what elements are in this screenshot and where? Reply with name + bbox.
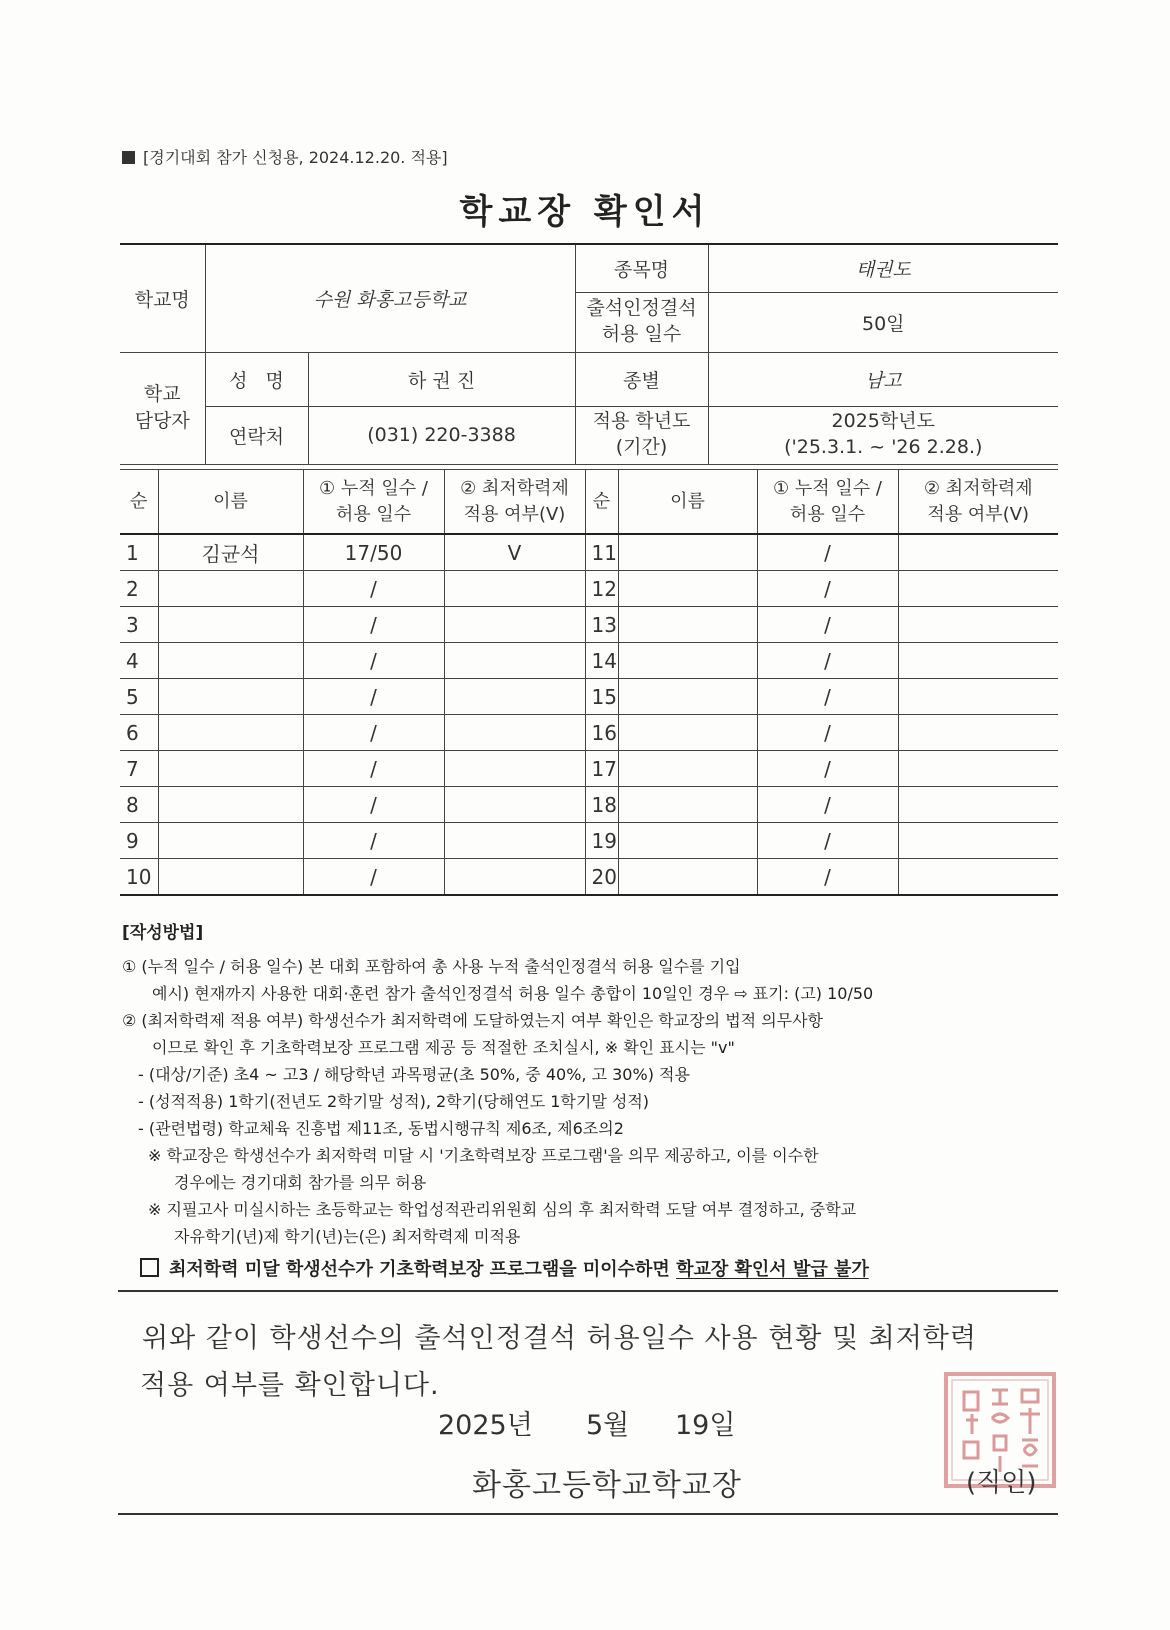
row-days-right: / — [757, 715, 898, 751]
row-apply-left — [444, 571, 585, 607]
row-no-left: 10 — [120, 859, 158, 896]
method-line: - (관련법령) 학교체육 진흥법 제11조, 동법시행규칙 제6조, 제6조의2 — [138, 1119, 624, 1138]
row-apply-right — [898, 607, 1058, 643]
row-days-left: / — [303, 751, 444, 787]
row-apply-left — [444, 751, 585, 787]
signer-name: 화홍고등학교학교장 — [472, 1468, 742, 1503]
row-name-left — [158, 643, 303, 679]
table-row — [120, 679, 1058, 715]
contact-value: (031) 220-3388 — [308, 406, 575, 464]
table-row — [120, 534, 1058, 571]
row-name-right — [618, 715, 757, 751]
col-apply-right: ② 최저학력제 적용 여부(V) — [898, 470, 1058, 535]
col-name-left: 이름 — [158, 470, 303, 535]
row-apply-left — [444, 607, 585, 643]
row-days-right: / — [757, 787, 898, 823]
roster-header — [120, 470, 1058, 535]
method-heading: [작성방법] — [122, 923, 204, 943]
row-apply-right — [898, 679, 1058, 715]
row-apply-right — [898, 534, 1058, 571]
row-no-left: 1 — [120, 534, 158, 571]
warning-note: 최저학력 미달 학생선수가 기초학력보장 프로그램을 미이수하면 학교장 확인서 발급 불가 — [140, 1255, 869, 1281]
row-days-left: 17/50 — [303, 534, 444, 571]
row-name-left — [158, 715, 303, 751]
col-apply-left: ② 최저학력제 적용 여부(V) — [444, 470, 585, 535]
table-row — [120, 643, 1058, 679]
row-days-right: / — [757, 607, 898, 643]
row-no-left: 2 — [120, 571, 158, 607]
row-days-left: / — [303, 787, 444, 823]
sport-label: 종목명 — [575, 244, 708, 292]
table-row — [120, 823, 1058, 859]
row-name-right — [618, 643, 757, 679]
row-days-left: / — [303, 859, 444, 896]
method-line: 예시) 현재까지 사용한 대회·훈련 참가 출석인정결석 허용 일수 총합이 10일인 경우 ⇨ 표기: (고) 10/50 — [152, 984, 874, 1003]
info-table — [120, 243, 1058, 465]
row-days-left: / — [303, 823, 444, 859]
roster-table — [120, 469, 1058, 896]
row-no-right: 12 — [585, 571, 618, 607]
row-no-left: 9 — [120, 823, 158, 859]
row-apply-right — [898, 715, 1058, 751]
row-days-left: / — [303, 607, 444, 643]
method-line: ※ 지필고사 미실시하는 초등학교는 학업성적관리위원회 심의 후 최저학력 도달 여부 결정하고, 중학교 — [148, 1200, 857, 1219]
row-name-right — [618, 859, 757, 896]
method-line: ① (누적 일수 / 허용 일수) 본 대회 포함하여 총 사용 누적 출석인정결석 허용 일수를 기입 — [122, 957, 741, 976]
row-no-right: 20 — [585, 859, 618, 896]
table-row — [120, 607, 1058, 643]
absence-label: 출석인정결석 허용 일수 — [575, 292, 708, 352]
row-no-right: 17 — [585, 751, 618, 787]
row-apply-right — [898, 751, 1058, 787]
year-label: 적용 학년도 (기간) — [575, 406, 708, 464]
row-no-right: 18 — [585, 787, 618, 823]
date-day: 19일 — [675, 1410, 736, 1441]
col-no-left: 순 — [120, 470, 158, 535]
absence-value: 50일 — [708, 292, 1058, 352]
row-name-left — [158, 679, 303, 715]
row-name-left: 김균석 — [158, 534, 303, 571]
row-days-left: / — [303, 643, 444, 679]
col-no-right: 순 — [585, 470, 618, 535]
row-apply-right — [898, 859, 1058, 896]
row-apply-left — [444, 787, 585, 823]
divider — [118, 1290, 1058, 1292]
method-line: 이므로 확인 후 기초학력보장 프로그램 제공 등 적절한 조치실시, ※ 확인 표시는 "v" — [152, 1038, 735, 1057]
row-no-left: 5 — [120, 679, 158, 715]
confirmation-text: 위와 같이 학생선수의 출석인정결석 허용일수 사용 현황 및 최저학력 적용 여부를 확인합니다. — [140, 1323, 977, 1401]
method-line: ※ 학교장은 학생선수가 최저학력 미달 시 '기초학력보장 프로그램'을 의무 제공하고, 이를 이수한 — [148, 1146, 819, 1165]
row-name-left — [158, 751, 303, 787]
col-name-right: 이름 — [618, 470, 757, 535]
row-name-left — [158, 571, 303, 607]
row-no-left: 6 — [120, 715, 158, 751]
row-no-right: 13 — [585, 607, 618, 643]
row-name-right — [618, 787, 757, 823]
row-no-right: 15 — [585, 679, 618, 715]
school-label: 학교명 — [120, 244, 205, 352]
date-month: 5월 — [586, 1410, 630, 1441]
row-apply-right — [898, 643, 1058, 679]
row-days-right: / — [757, 643, 898, 679]
row-no-left: 7 — [120, 751, 158, 787]
row-apply-right — [898, 571, 1058, 607]
table-row — [120, 571, 1058, 607]
row-days-left: / — [303, 715, 444, 751]
table-row — [120, 715, 1058, 751]
row-name-left — [158, 823, 303, 859]
bottom-divider — [118, 1513, 1058, 1515]
row-name-right — [618, 751, 757, 787]
warning-underlined: 학교장 확인서 발급 불가 — [676, 1259, 869, 1280]
form-tag — [122, 145, 448, 168]
row-name-right — [618, 823, 757, 859]
row-name-right — [618, 607, 757, 643]
row-days-right: / — [757, 859, 898, 896]
page-title: 학교장 확인서 — [459, 192, 711, 232]
date-year: 2025년 — [438, 1410, 533, 1441]
row-days-right: / — [757, 571, 898, 607]
row-days-right: / — [757, 679, 898, 715]
category-label: 종별 — [575, 352, 708, 406]
row-apply-left — [444, 643, 585, 679]
school-value: 수원 화홍고등학교 — [205, 244, 575, 352]
square-bullet-icon — [122, 151, 135, 164]
row-apply-right — [898, 823, 1058, 859]
row-apply-right — [898, 787, 1058, 823]
row-name-right — [618, 534, 757, 571]
contact-label: 연락처 — [205, 406, 308, 464]
year-value: 2025학년도 ('25.3.1. ~ '26 2.28.) — [708, 406, 1058, 464]
row-no-right: 19 — [585, 823, 618, 859]
table-row — [120, 751, 1058, 787]
category-value: 남고 — [708, 352, 1058, 406]
row-days-right: / — [757, 534, 898, 571]
row-no-left: 8 — [120, 787, 158, 823]
sport-value: 태권도 — [708, 244, 1058, 292]
table-row — [120, 787, 1058, 823]
method-line: ② (최저학력제 적용 여부) 학생선수가 최저학력에 도달하였는지 여부 확인은 학교장의 법적 의무사항 — [122, 1011, 824, 1030]
method-line: - (성적적용) 1학기(전년도 2학기말 성적), 2학기(당해연도 1학기말 성적) — [138, 1092, 650, 1111]
form-tag-text: [경기대회 참가 신청용, 2024.12.20. 적용] — [143, 148, 448, 167]
row-days-right: / — [757, 751, 898, 787]
method-line: 자유학기(년)제 학기(년)는(은) 최저학력제 미적용 — [174, 1227, 521, 1246]
row-no-left: 3 — [120, 607, 158, 643]
row-apply-left — [444, 715, 585, 751]
name-label: 성 명 — [205, 352, 308, 406]
stamp-label: (직인) — [966, 1468, 1037, 1498]
row-apply-left — [444, 823, 585, 859]
row-days-left: / — [303, 571, 444, 607]
row-apply-left — [444, 679, 585, 715]
row-name-left — [158, 787, 303, 823]
row-apply-left — [444, 859, 585, 896]
col-days-right: ① 누적 일수 / 허용 일수 — [757, 470, 898, 535]
row-days-left: / — [303, 679, 444, 715]
method-line: - (대상/기준) 초4 ~ 고3 / 해당학년 과목평균(초 50%, 중 40%, 고 30%) 적용 — [138, 1065, 690, 1084]
table-row — [120, 859, 1058, 896]
method-section — [122, 920, 1062, 1250]
row-apply-left: V — [444, 534, 585, 571]
checkbox-icon — [140, 1258, 159, 1277]
row-no-left: 4 — [120, 643, 158, 679]
row-days-right: / — [757, 823, 898, 859]
col-days-left: ① 누적 일수 / 허용 일수 — [303, 470, 444, 535]
row-name-right — [618, 679, 757, 715]
row-name-right — [618, 571, 757, 607]
name-value: 하 권 진 — [308, 352, 575, 406]
row-no-right: 16 — [585, 715, 618, 751]
manager-label: 학교 담당자 — [120, 352, 205, 464]
row-no-right: 14 — [585, 643, 618, 679]
method-line: 경우에는 경기대회 참가를 의무 허용 — [174, 1173, 427, 1192]
row-name-left — [158, 607, 303, 643]
row-no-right: 11 — [585, 534, 618, 571]
row-name-left — [158, 859, 303, 896]
